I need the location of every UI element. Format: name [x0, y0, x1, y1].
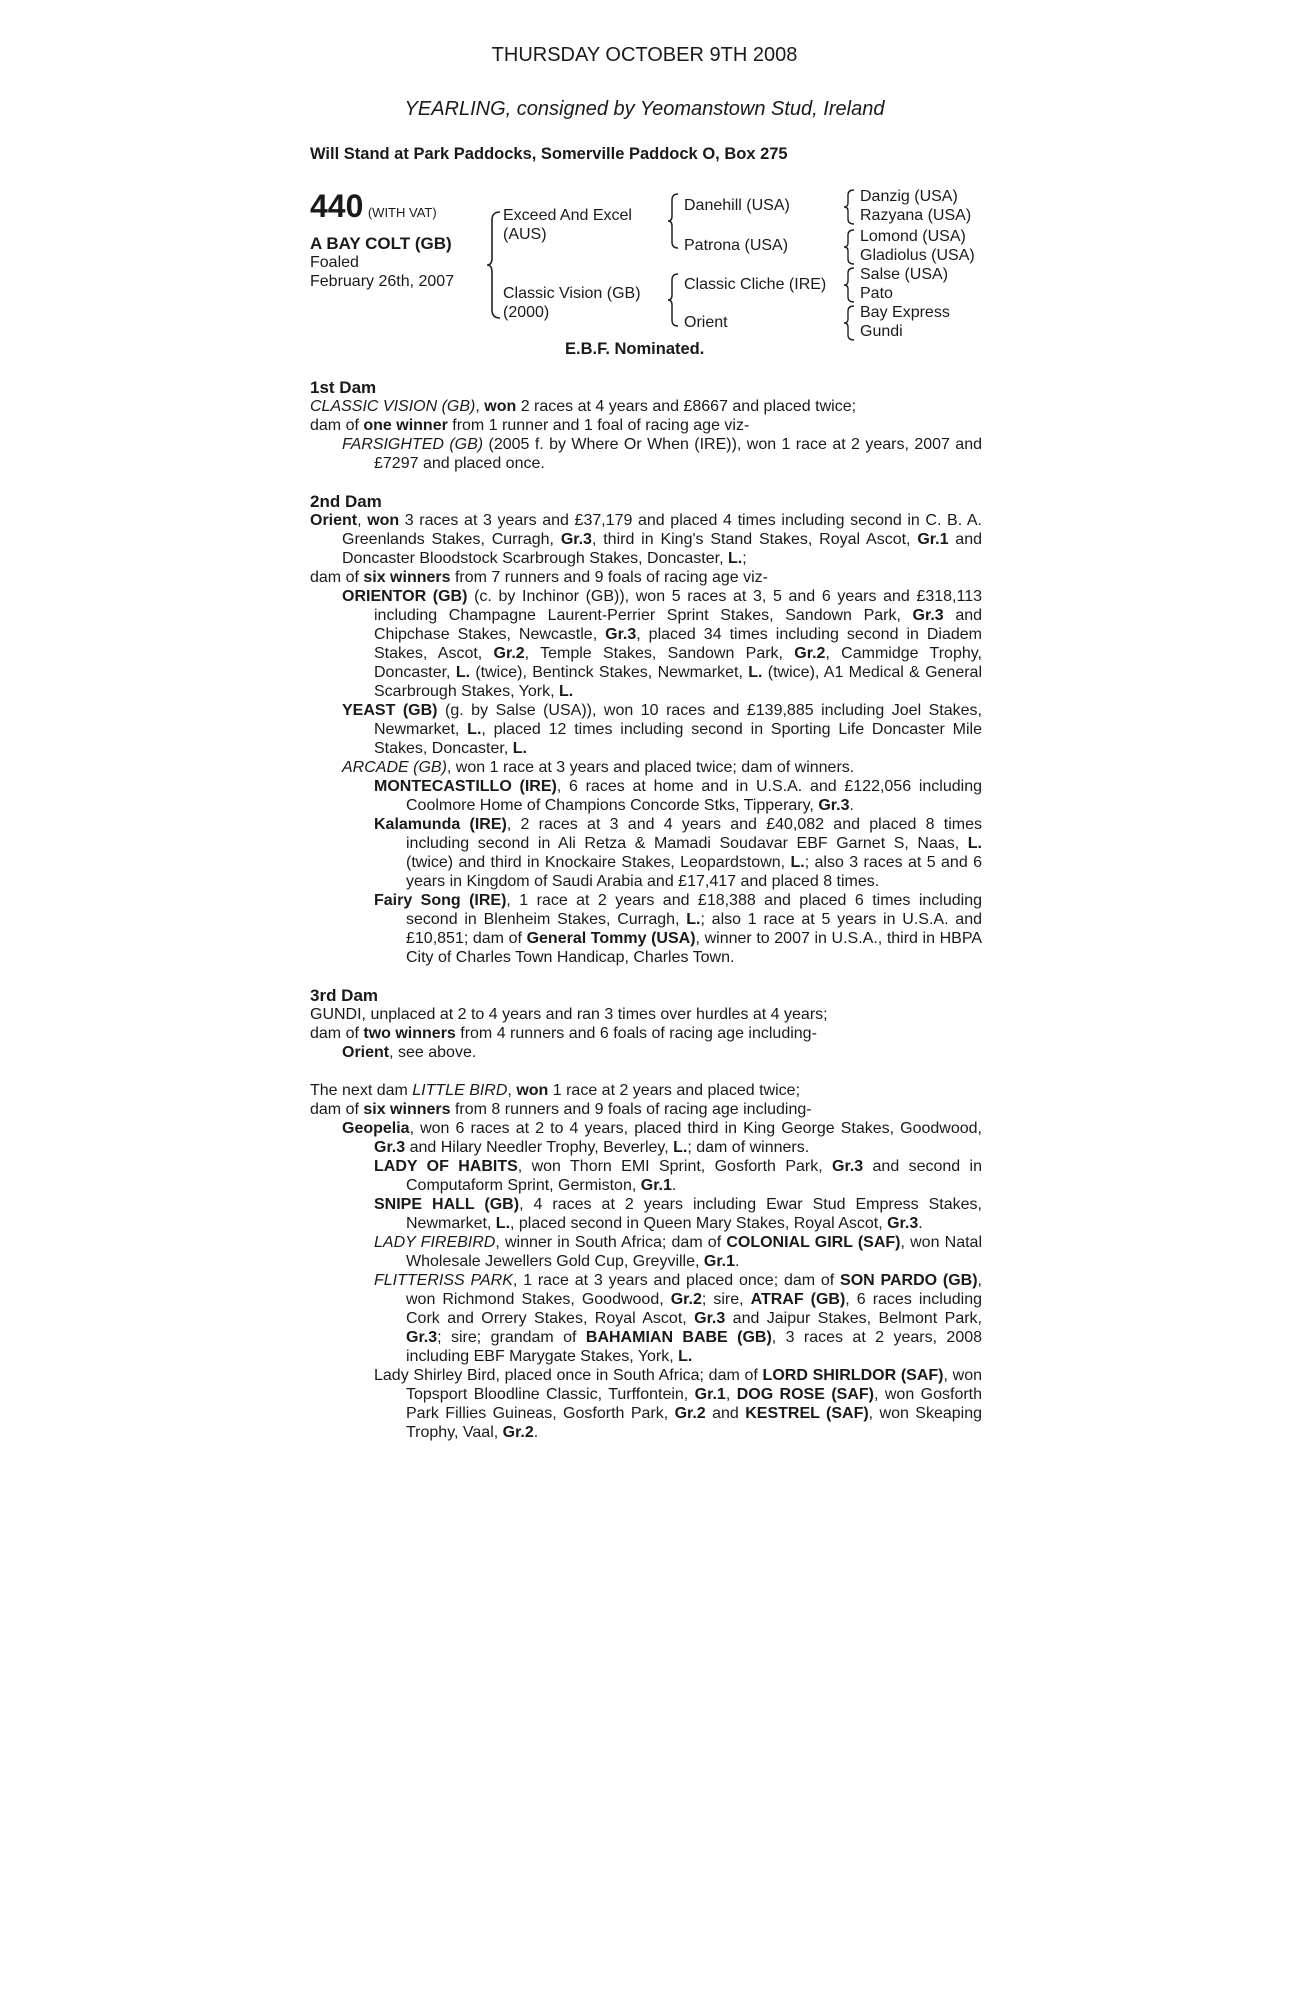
third-dam-heading: 3rd Dam: [310, 986, 379, 1005]
next-dam-foal-geopelia: Geopelia, won 6 races at 2 to 4 years, placed third in King George Stakes, Goodwood, Gr.3 and Hilary Needler Trophy, Beverley, L.; dam of winners.: [342, 1120, 982, 1156]
arcade-produce-kalamunda: Kalamunda (IRE), 2 races at 3 and 4 years and £40,082 and placed 8 times including second in Ali Retza & Mamadi Soudavar EBF Garnet S, Naas, L. (twice) and third in Knockaire Stakes, Leopardstown, L.; also 3 races at 5 and 6 years in Kingdom of Saudi Arabia and £17,417 and placed 8 times.: [374, 816, 983, 890]
first-dam-foal: FARSIGHTED (GB) (2005 f. by Where Or When (IRE)), won 1 race at 2 years, 2007 and £7297 and placed once.: [342, 436, 982, 472]
pedigree-dam-dam: Orient: [684, 314, 728, 331]
pedigree-sire-dam: Patrona (USA): [684, 237, 789, 254]
geopelia-produce-lady-firebird: LADY FIREBIRD, winner in South Africa; dam of COLONIAL GIRL (SAF), won Natal Wholesale Jewellers Gold Cup, Greyville, Gr.1.: [374, 1234, 983, 1270]
first-dam-produce: dam of one winner from 1 runner and 1 foal of racing age viz-: [310, 417, 750, 434]
pedigree-dam-sire: Classic Cliche (IRE): [684, 276, 827, 293]
pedigree-g3-brace-4: [843, 304, 855, 342]
geopelia-produce-lady-shirley-bird: Lady Shirley Bird, placed once in South Africa; dam of LORD SHIRLDOR (SAF), won Topsport Bloodline Classic, Turffontein, Gr.1, DOG ROSE (SAF), won Gosforth Park Fillies Guineas, Gosforth Park, Gr.2 and KESTREL (SAF), won Skeaping Trophy, Vaal, Gr.2.: [374, 1367, 983, 1441]
next-dam-line: The next dam LITTLE BIRD, won 1 race at 2 years and placed twice;: [310, 1082, 801, 1099]
sale-date: THURSDAY OCTOBER 9TH 2008: [491, 44, 798, 66]
pedigree-sire-brace: [667, 192, 679, 250]
pedigree-dam: Classic Vision (GB) (2000): [503, 285, 641, 321]
third-dam-foal-orient: Orient, see above.: [342, 1044, 477, 1061]
pedigree-g3-6: Pato: [860, 285, 893, 302]
second-dam-heading: 2nd Dam: [310, 492, 382, 511]
geopelia-produce-lady-of-habits: LADY OF HABITS, won Thorn EMI Sprint, Gosforth Park, Gr.3 and second in Computaform Sprint, Germiston, Gr.1.: [374, 1158, 983, 1194]
pedigree-sire-sire: Danehill (USA): [684, 197, 790, 214]
pedigree-g3-1: Danzig (USA): [860, 188, 958, 205]
pedigree-g3-2: Razyana (USA): [860, 207, 972, 224]
next-dam-produce: dam of six winners from 8 runners and 9 foals of racing age including-: [310, 1101, 812, 1118]
arcade-produce-montecastillo: MONTECASTILLO (IRE), 6 races at home and in U.S.A. and £122,056 including Coolmore Home of Champions Concorde Stks, Tipperary, Gr.3.: [374, 778, 982, 814]
geopelia-produce-snipe-hall: SNIPE HALL (GB), 4 races at 2 years including Ewar Stud Empress Stakes, Newmarket, L., placed second in Queen Mary Stakes, Royal Ascot, Gr.3.: [374, 1196, 982, 1232]
first-dam-line: CLASSIC VISION (GB), won 2 races at 4 years and £8667 and placed twice;: [310, 398, 857, 415]
pedigree-main-brace: [486, 210, 502, 320]
pedigree-g3-brace-3: [843, 266, 855, 304]
third-dam-produce: dam of two winners from 4 runners and 6 foals of racing age including-: [310, 1025, 817, 1042]
second-dam-foal-yeast: YEAST (GB) (g. by Salse (USA)), won 10 races and £139,885 including Joel Stakes, Newmarket, L., placed 12 times including second in Sporting Life Doncaster Mile Stakes, Doncaster, L.: [342, 702, 983, 757]
second-dam-foal-orientor: ORIENTOR (GB) (c. by Inchinor (GB)), won 5 races at 3, 5 and 6 years and £318,113 including Champagne Laurent-Perrier Sprint Stakes, Sandown Park, Gr.3 and Chipchase Stakes, Newcastle, Gr.3, placed 34 times including second in Diadem Stakes, Ascot, Gr.2, Temple Stakes, Sandown Park, Gr.2, Cammidge Trophy, Doncaster, L. (twice), Bentinck Stakes, Newmarket, L. (twice), A1 Medical & General Scarbrough Stakes, York, L.: [342, 588, 983, 700]
foaled-label: Foaled: [310, 254, 359, 271]
second-dam-line: Orient, won 3 races at 3 years and £37,179 and placed 4 times including second in C. B. A. Greenlands Stakes, Curragh, Gr.3, third in King's Stand Stakes, Royal Ascot, Gr.1 and Doncaster Bloodstock Scarbrough Stakes, Doncaster, L.;: [310, 512, 983, 567]
third-dam-line: GUNDI, unplaced at 2 to 4 years and ran 3 times over hurdles at 4 years;: [310, 1006, 828, 1023]
foaled-date: February 26th, 2007: [310, 273, 455, 290]
second-dam-produce: dam of six winners from 7 runners and 9 foals of racing age viz-: [310, 569, 769, 586]
first-dam-heading: 1st Dam: [310, 378, 377, 397]
ebf-nomination: E.B.F. Nominated.: [565, 340, 705, 358]
lot-number: 440: [310, 188, 364, 224]
pedigree-sire: Exceed And Excel (AUS): [503, 207, 632, 243]
pedigree-g3-5: Salse (USA): [860, 266, 949, 283]
lot-name: A BAY COLT (GB): [310, 234, 452, 253]
pedigree-notes: [310, 378, 982, 1442]
pedigree-g3-4: Gladiolus (USA): [860, 247, 975, 264]
stand-location: Will Stand at Park Paddocks, Somerville Paddock O, Box 275: [310, 145, 788, 163]
pedigree-g3-brace-1: [843, 188, 855, 226]
consignment-line: YEARLING, consigned by Yeomanstown Stud, Ireland: [404, 98, 885, 120]
pedigree-g3-7: Bay Express: [860, 304, 950, 321]
pedigree-g3-3: Lomond (USA): [860, 228, 966, 245]
vat-note: (WITH VAT): [367, 205, 437, 220]
lot-block: [310, 190, 454, 291]
second-dam-foal-arcade: ARCADE (GB), won 1 race at 3 years and placed twice; dam of winners.: [342, 759, 855, 776]
pedigree-g3-brace-2: [843, 228, 855, 266]
geopelia-produce-flitteriss-park: FLITTERISS PARK, 1 race at 3 years and placed once; dam of SON PARDO (GB), won Richmond Stakes, Goodwood, Gr.2; sire, ATRAF (GB), 6 races including Cork and Orrery Stakes, Royal Ascot, Gr.3 and Jaipur Stakes, Belmont Park, Gr.3; sire; grandam of BAHAMIAN BABE (GB), 3 races at 2 years, 2008 including EBF Marygate Stakes, York, L.: [374, 1272, 983, 1365]
arcade-produce-fairy-song: Fairy Song (IRE), 1 race at 2 years and £18,388 and placed 6 times including second in Blenheim Stakes, Curragh, L.; also 1 race at 5 years in U.S.A. and £10,851; dam of General Tommy (USA), winner to 2007 in U.S.A., third in HBPA City of Charles Town Handicap, Charles Town.: [374, 892, 983, 966]
pedigree-g3-8: Gundi: [860, 323, 903, 340]
pedigree-dam-brace: [667, 272, 679, 328]
